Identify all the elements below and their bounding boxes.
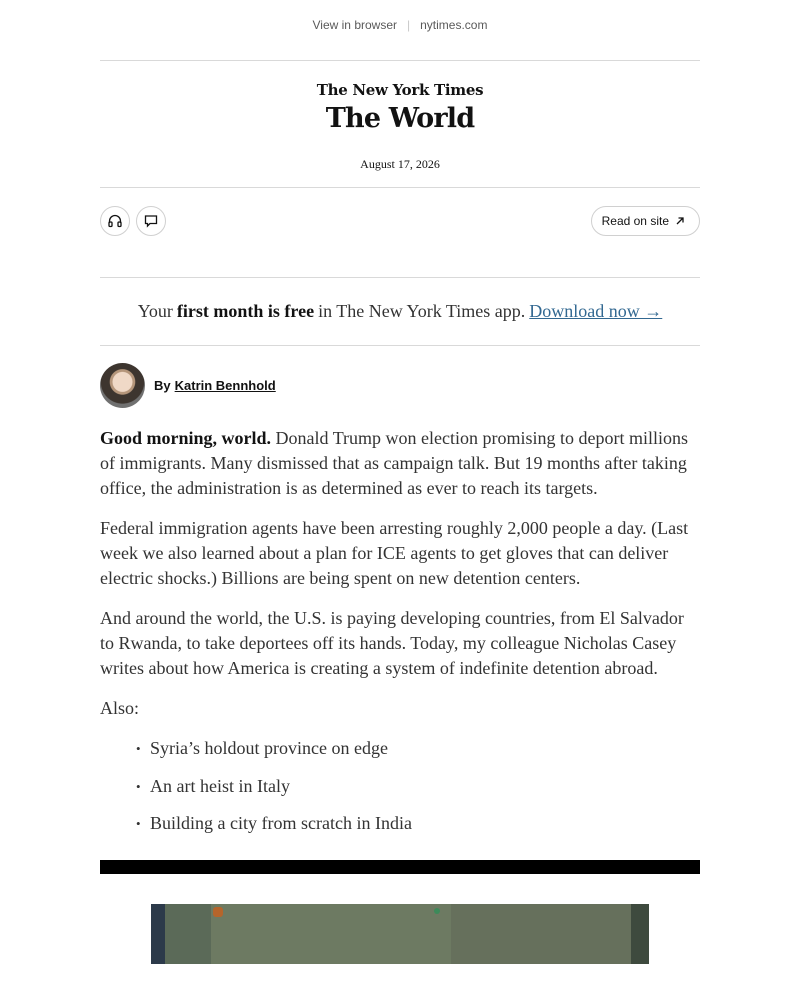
headphones-icon [107,213,123,229]
nytimes-link[interactable]: nytimes.com [420,18,488,32]
author-avatar [100,363,145,408]
listen-button[interactable] [100,206,130,236]
also-label: Also: [100,698,140,718]
action-row [100,196,700,246]
promo-prefix: Your [137,301,173,321]
read-on-site-label: Read on site [601,214,669,228]
divider [100,187,700,188]
article-body [100,426,700,836]
promo-middle: in The New York Times app. [318,301,526,321]
lead-greeting: Good morning, world. [100,428,272,448]
also-list [100,736,700,836]
read-on-site-button[interactable] [591,206,700,236]
download-now-link[interactable]: Download now → [529,301,663,321]
lead-photo[interactable] [151,904,649,964]
app-promo [100,278,700,345]
list-item[interactable]: • An art heist in Italy [136,774,700,799]
paragraph-text: Donald Trump won election promising to deport millions of immigrants. Many dismissed that as campaign talk. But 19 months after taking office, the administration is as determined as ever to reach its targets. [100,428,689,498]
byline-text [154,378,276,393]
masthead [100,61,700,187]
divider [100,345,700,346]
arrow-up-right-icon [675,216,685,226]
comment-button[interactable] [136,206,166,236]
topbar [0,0,800,50]
list-item[interactable]: • Syria’s holdout province on edge [136,736,700,761]
paragraph: Federal immigration agents have been arresting roughly 2,000 people a day. (Last week we also learned about a plan for ICE agents to get gloves that can deliver electric shocks.) Billions are being spent on new detention centers. [100,518,689,588]
byline-by: By [154,377,171,393]
view-in-browser-link[interactable]: View in browser [312,18,397,32]
topbar-separator: | [407,18,411,32]
paragraph [100,426,700,501]
author-link[interactable]: Katrin Bennhold [174,377,276,393]
list-item[interactable]: • Building a city from scratch in India [136,811,700,836]
byline [100,362,700,408]
paragraph: And around the world, the U.S. is paying developing countries, from El Salvador to Rwanda, to take deportees off its hands. Today, my colleague Nicholas Casey writes about how America is creating a system of indefinite detention abroad. [100,608,684,678]
comment-icon [143,213,159,229]
issue-date: August 17, 2026 [360,157,440,171]
content-column [100,60,700,836]
nyt-logo[interactable]: The New York Times [316,81,484,99]
newsletter-title: The World [325,103,475,134]
section-divider-band [100,860,700,874]
promo-bold: first month is free [176,301,315,321]
